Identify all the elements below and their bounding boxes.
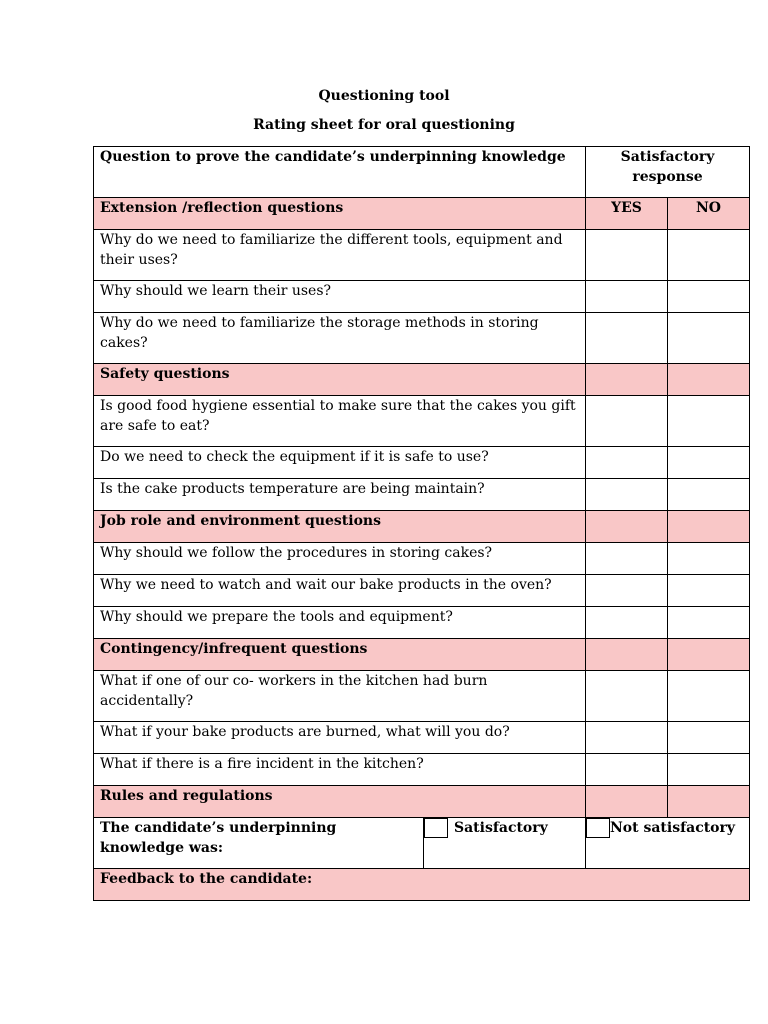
yes-response-cell[interactable] (586, 230, 668, 281)
question-text: Is good food hygiene essential to make sure that the cakes you gift are safe to eat? (94, 396, 586, 447)
question-row (94, 671, 750, 722)
no-response-cell[interactable] (668, 479, 750, 511)
question-text: Why should we follow the procedures in storing cakes? (94, 543, 586, 575)
satisfactory-response-header: Satisfactory response (586, 147, 750, 198)
no-response-cell[interactable] (668, 607, 750, 639)
yes-column-header: YES (586, 198, 668, 230)
no-response-cell[interactable] (668, 230, 750, 281)
question-row (94, 722, 750, 754)
section-title: Contingency/infrequent questions (94, 639, 586, 671)
no-response-cell[interactable] (668, 671, 750, 722)
no-cell (668, 511, 750, 543)
yes-response-cell[interactable] (586, 281, 668, 313)
satisfactory-label: Satisfactory (454, 820, 548, 836)
rating-sheet-table (93, 146, 750, 901)
question-text: What if your bake products are burned, what will you do? (94, 722, 586, 754)
satisfactory-option (424, 818, 586, 869)
rating-sheet-body (94, 147, 750, 901)
yes-response-cell[interactable] (586, 479, 668, 511)
yes-response-cell[interactable] (586, 671, 668, 722)
question-row (94, 281, 750, 313)
section-title: Safety questions (94, 364, 586, 396)
section-header-row (94, 639, 750, 671)
yes-response-cell[interactable] (586, 313, 668, 364)
yes-response-cell[interactable] (586, 575, 668, 607)
no-response-cell[interactable] (668, 575, 750, 607)
yes-cell (586, 639, 668, 671)
yes-cell (586, 364, 668, 396)
no-response-cell[interactable] (668, 754, 750, 786)
summary-row (94, 818, 750, 869)
question-row (94, 543, 750, 575)
yes-response-cell[interactable] (586, 722, 668, 754)
question-text: Do we need to check the equipment if it is safe to use? (94, 447, 586, 479)
yes-response-cell[interactable] (586, 447, 668, 479)
yes-response-cell[interactable] (586, 396, 668, 447)
no-cell (668, 786, 750, 818)
no-response-cell[interactable] (668, 543, 750, 575)
no-response-cell[interactable] (668, 722, 750, 754)
section-header-row (94, 511, 750, 543)
section-title: Job role and environment questions (94, 511, 586, 543)
no-column-header: NO (668, 198, 750, 230)
not-satisfactory-option (586, 818, 750, 869)
yes-cell (586, 786, 668, 818)
yes-cell (586, 511, 668, 543)
question-text: What if one of our co- workers in the kitchen had burn accidentally? (94, 671, 586, 722)
feedback-label[interactable]: Feedback to the candidate: (94, 869, 750, 901)
question-row (94, 396, 750, 447)
yes-response-cell[interactable] (586, 607, 668, 639)
table-header-row (94, 147, 750, 198)
no-response-cell[interactable] (668, 281, 750, 313)
question-row (94, 575, 750, 607)
no-response-cell[interactable] (668, 313, 750, 364)
question-text: Is the cake products temperature are being maintain? (94, 479, 586, 511)
question-column-header: Question to prove the candidate’s underpinning knowledge (94, 147, 586, 198)
question-text: Why we need to watch and wait our bake products in the oven? (94, 575, 586, 607)
question-row (94, 447, 750, 479)
not-satisfactory-checkbox[interactable] (586, 818, 610, 838)
not-satisfactory-label: Not satisfactory (610, 820, 736, 836)
question-row (94, 230, 750, 281)
document-subtitle: Rating sheet for oral questioning (253, 117, 515, 133)
question-text: Why should we prepare the tools and equipment? (94, 607, 586, 639)
no-cell (668, 364, 750, 396)
document-title: Questioning tool (318, 88, 450, 104)
question-text: What if there is a fire incident in the kitchen? (94, 754, 586, 786)
section-title: Extension /reflection questions (94, 198, 586, 230)
no-cell (668, 639, 750, 671)
question-text: Why should we learn their uses? (94, 281, 586, 313)
section-header-row (94, 364, 750, 396)
question-text: Why do we need to familiarize the different tools, equipment and their uses? (94, 230, 586, 281)
question-text: Why do we need to familiarize the storage methods in storing cakes? (94, 313, 586, 364)
no-response-cell[interactable] (668, 396, 750, 447)
question-row (94, 479, 750, 511)
feedback-row (94, 869, 750, 901)
question-row (94, 313, 750, 364)
question-row (94, 754, 750, 786)
satisfactory-checkbox[interactable] (424, 818, 448, 838)
summary-label: The candidate’s underpinning knowledge was: (94, 818, 424, 869)
question-row (94, 607, 750, 639)
no-response-cell[interactable] (668, 447, 750, 479)
section-header-row (94, 786, 750, 818)
yes-response-cell[interactable] (586, 754, 668, 786)
yes-response-cell[interactable] (586, 543, 668, 575)
section-header-row (94, 198, 750, 230)
section-title: Rules and regulations (94, 786, 586, 818)
